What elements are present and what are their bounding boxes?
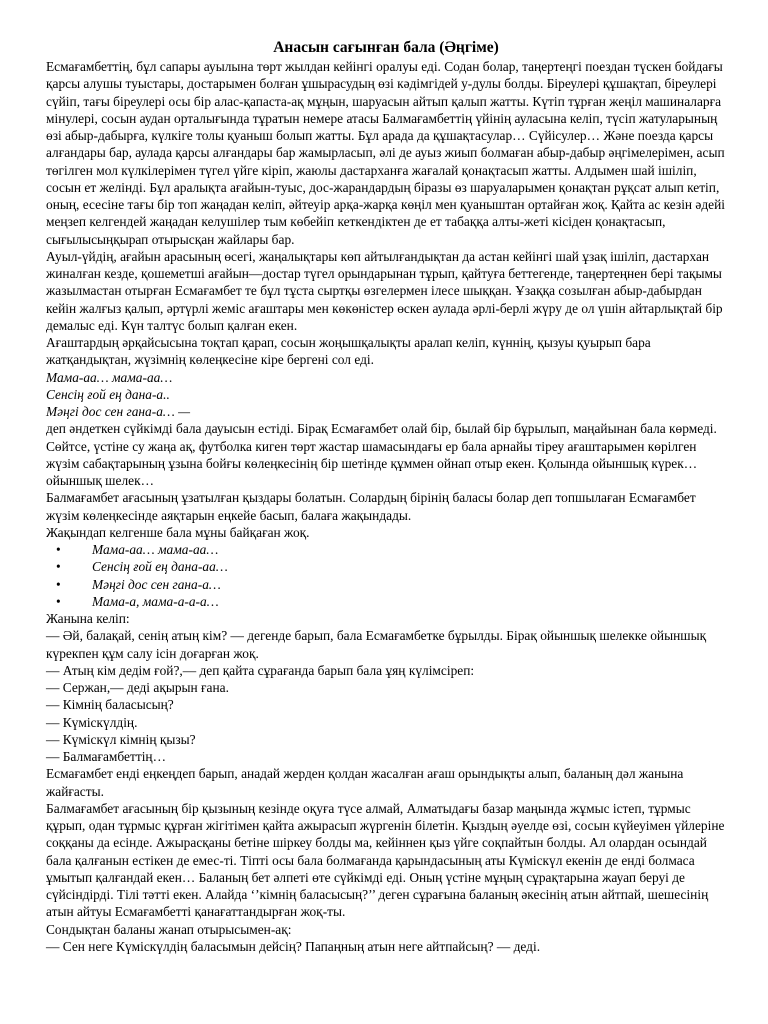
dialogue-line: — Сен неге Күміскүлдің баласымын дейсің? Папаңның атын неге айтпайсың? — деді. <box>46 938 541 954</box>
song-bullet-item: • Сенсің ғой ең дана-аа… <box>92 558 726 575</box>
song-line: Мама-аа… мама-аа… <box>46 369 173 385</box>
paragraph: Балмағамбет ағасының ұзатылған қыздары болатын. Солардың бірінің баласы болар деп топшылаған Есмағамбет жүзім көлеңкесінде аяқтарын еңкейе басып, балаға жақындады. <box>46 490 696 523</box>
paragraph: Сондықтан баланы жанап отырысымен-ақ: <box>46 921 292 937</box>
dialogue-line: — Күміскүл кімнің қызы? <box>46 731 196 747</box>
paragraph: Ағаштардың әрқайсысына тоқтап қарап, сосын жоңышқалықты аралап келіп, күннің, қызуы қуырып бара жатқандықтан, жүзімнің көлеңкесіне кіре бергені сол еді. <box>46 335 651 368</box>
dialogue-line: — Әй, балақай, сенің атың кім? — дегенде барып, бала Есмағамбетке бұрылды. Бірақ ойыншық шелекке ойыншық күрекпен құм салу ісін доғарған жоқ. <box>46 628 707 661</box>
document-title: Анасын сағынған бала (Әңгіме) <box>273 39 499 56</box>
paragraph: Жанына келіп: <box>46 611 130 626</box>
dialogue-line: — Кімнің баласысың? <box>46 697 174 713</box>
paragraph: Ауыл-үйдің, ағайын арасының өсегі, жаңалықтары көп айтылғандықтан да астан кейінгі шай ұзақ ішіліп, дастархан жиналған кезде, қошеметші ағайын—достар түгел орындарынан тұрып, қайтуға беттегенде, таңертеңнен бері тақымы жазылмастан отырған Есмағамбет те бұл тұста сыртқы өзгелермен ілесе шыққан. Ұзаққа созылған абыр-дабырдан кейін жалғыз қалып, әртүрлі жеміс ағаштары мен көкөністер өскен аулада әрлі-берлі жүру де ол үшін айтарлықтай бір демалыс еді. Күн талтүс болып қалған екен. <box>46 248 723 333</box>
song-bullet-item: • Мама-аа… мама-аа… <box>92 541 726 558</box>
dialogue-line: — Атың кім дедім ғой?,— деп қайта сұрағанда барып бала ұяң күлімсіреп: <box>46 662 475 678</box>
song-bullet-item: • Мәңгі дос сен гана-а… <box>92 576 726 593</box>
song-bullet-list <box>46 541 726 610</box>
song-line: Мәңгі дос сен гана-а… — <box>46 404 191 419</box>
paragraph: Балмағамбет ағасының бір қызының кезінде оқуға түсе алмай, Алматыдағы базар маңында жұмыс істеп, тұрмыс құрып, одан тұрмыс құрған жігітімен қайта ажырасып жүргенін білетін. Қыздың әуелде өзі, сосын күйеуімен үйлеріне соққаны да есінде. Ажырасқаны бетіне шіркеу болды ма, кейіннен қыз үйге соқпайтын болды. Ал олардан осындай бала қалғанын естікен де емес-ті. Тіпті осы бала болмағанда қарындасының аты Күміскүл екенін де енді болмаса ұмытып қалғандай екен… Баланың бет әлпеті өте сүйкімді еді. Оның үстіне мұңың сұрақтарына жауап беруі де сүйсіндірді. Тілі тәтті екен. Алайда ‘’кімнің баласысың?’’ деген сұрағына баланың әкесінің атын айтпай, шешесінің атын айтуы Есмағамбетті қанағаттандырған жоқ-ты. <box>46 800 725 920</box>
paragraph: Есмағамбеттің, бұл сапары ауылына төрт жылдан кейінгі оралуы еді. Содан болар, таңертеңгі поездан түскен бойдағы қарсы алушы туыстары, достарымен болған ұшырасудың өзі кәдімгідей у-дулы болды. Біреулері құшақтап, біреулері сүйіп, тағы біреулері осы бір алас-қапаста-ақ мұңын, шаруасын айтып қалып жатты. Күтіп тұрған жеңіл машиналарға мінулері, сосын аудан орталығында тұратын немере атасы Балмағамбеттің үйінің ауласына келіп, түсіп жатуларының өзі абыр-дабырға, күлкіге толы қуаныш болып жатты. Бұл арада да құшақтасулар… Сүйісулер… Және поезда қарсы алғандары бар, аулада қарсы алғандары бар жамырласып, әлі де ауыз жиып болмаған абыр-дабыр әңгімелерімен, асып төгілген мол күлкілерімен түгел үйге кіріп, жаюлы дастарханға жағалай қонақтасып жатты. Алдымен шай ішіліп, сосын ет желінді. Бұл аралықта ағайын-туыс, дос-жарандардың біразы өз шаруаларымен қонақтан рұқсат алып кетіп, оның, есесіне тағы бір топ жаңадан келіп, әйтеуір арқа-жарқа көңіл мен қуаныштан ортайған жоқ. Қайта ас кезін әдейі меңзеп келгендей жаңадан келушілер тым көбейіп кеткендіктен де ет табаққа алты-жеті кісіден қонақтасып, сығылысыңқырап отырысқан жайлары бар. <box>46 59 726 247</box>
paragraph: Жақындап келгенше бала мұны байқаған жоқ. <box>46 524 310 540</box>
paragraph: Есмағамбет енді еңкеңдеп барып, анадай жерден қолдан жасалған ағаш орындықты алып, баланың дәл жанына жайғасты. <box>46 766 684 799</box>
song-bullet-item: • Мама-а, мама-а-а-а… <box>92 593 726 610</box>
dialogue-line: — Күміскүлдің. <box>46 714 138 730</box>
dialogue-line: — Балмағамбеттің… <box>46 749 166 764</box>
dialogue-line: — Сержан,— деді ақырын ғана. <box>46 680 229 695</box>
document-page <box>46 38 726 955</box>
song-line: Сенсің ғой ең дана-а.. <box>46 386 170 402</box>
paragraph: деп әндеткен сүйкімді бала дауысын естіді. Бірақ Есмағамбет олай бір, былай бір бұрылып, маңайынан бала көрмеді. Сөйтсе, үстіне су жаңа ақ, футболка киген төрт жастар шамасындағы ер бала арнайы тіреу ағаштарымен көрілген жүзім сабақтарының ұзына бойғы көлеңкесінің бір шетінде құммен ойнап отыр екен. Қолында ойыншық күрек… ойыншық шелек… <box>46 421 717 488</box>
